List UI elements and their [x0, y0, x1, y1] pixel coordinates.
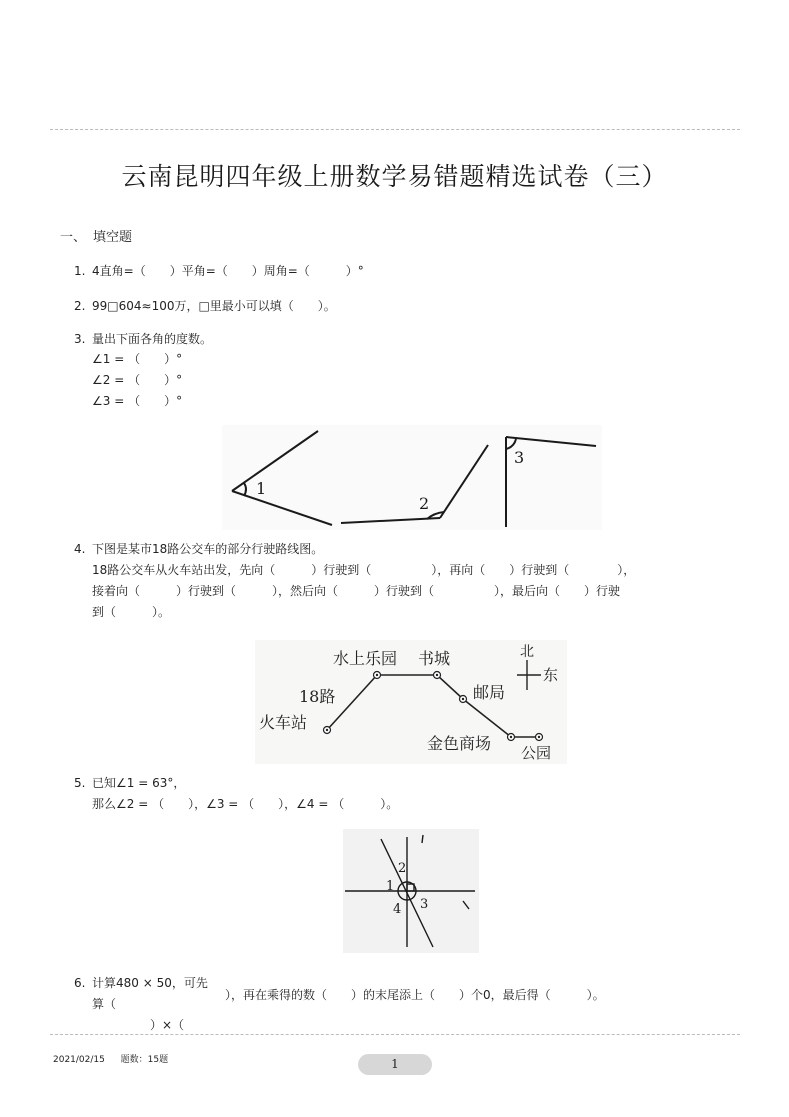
q5-number: 5. — [74, 776, 86, 790]
q5-angle4-label: 4 — [393, 902, 402, 917]
q3-angle2-line: ∠2 = （ ）° — [92, 373, 183, 387]
angle3-label: 3 — [514, 448, 525, 467]
compass-east-label: 东 — [543, 666, 559, 684]
angle-figure — [222, 425, 602, 530]
q3-text: 量出下面各角的度数。 — [92, 332, 213, 346]
section-label: 填空题 — [93, 230, 133, 245]
q1-number: 1. — [74, 264, 86, 278]
q3-angle1-line: ∠1 = （ ）° — [92, 352, 183, 366]
q5-line2: 那么∠2 = （ ），∠3 = （ ），∠4 = （ ）。 — [92, 797, 399, 811]
q2-text: 99□604≈100万，□里最小可以填（ ）。 — [92, 299, 336, 313]
q6-text3: ），再在乘得的数（ ）的末尾添上（ ）个0，最后得（ ）。 — [225, 988, 605, 1002]
q2-number: 2. — [74, 299, 86, 313]
q4-line1: 18路公交车从火车站出发，先向（ ）行驶到（ ），再向（ ）行驶到（ ）， — [92, 563, 636, 577]
q3-angle3-line: ∠3 = （ ）° — [92, 394, 183, 408]
footer-info — [53, 1052, 168, 1065]
page-number: 1 — [358, 1054, 432, 1075]
q6-text2: 算（ — [92, 997, 117, 1011]
footer-question-count: 题数：15题 — [120, 1055, 169, 1065]
station-start-label: 火车站 — [259, 713, 308, 732]
page-title: 云南昆明四年级上册数学易错题精选试卷（三） — [121, 162, 668, 191]
q6-number: 6. — [74, 976, 86, 990]
route-label: 18路 — [299, 687, 336, 706]
station-stop3-label: 邮局 — [473, 683, 506, 702]
station-stop1-label: 水上乐园 — [333, 649, 398, 668]
footer-date: 2021/02/15 — [53, 1055, 105, 1065]
q5-angle2-label: 2 — [398, 861, 407, 876]
q4-line3: 到（ ）。 — [92, 605, 171, 619]
q1-text: 4直角=（ ）平角=（ ）周角=（ ）° — [92, 264, 364, 278]
section-number: 一、 — [60, 230, 87, 245]
q5-text: 已知∠1 = 63°， — [92, 776, 186, 790]
angle1-label: 1 — [256, 479, 267, 498]
q4-number: 4. — [74, 542, 86, 556]
angle2-label: 2 — [419, 494, 430, 513]
q3-number: 3. — [74, 332, 86, 346]
intersecting-lines-figure — [343, 829, 479, 953]
q5-angle1-label: 1 — [386, 879, 395, 894]
bus-route-map — [255, 640, 567, 764]
q4-text: 下图是某市18路公交车的部分行驶路线图。 — [92, 542, 324, 556]
q5-angle3-label: 3 — [420, 897, 429, 912]
q6-text4: ）×（ — [150, 1018, 185, 1032]
station-stop4-label: 金色商场 — [427, 734, 492, 753]
bottom-divider — [50, 1034, 740, 1035]
station-stop5-label: 公园 — [521, 744, 552, 762]
q4-line2: 接着向（ ）行驶到（ ），然后向（ ）行驶到（ ），最后向（ ）行驶 — [92, 584, 621, 598]
compass-north-label: 北 — [520, 644, 534, 660]
top-divider — [50, 129, 740, 130]
q6-text1: 计算480 × 50，可先 — [92, 976, 208, 990]
station-stop2-label: 书城 — [418, 649, 451, 668]
